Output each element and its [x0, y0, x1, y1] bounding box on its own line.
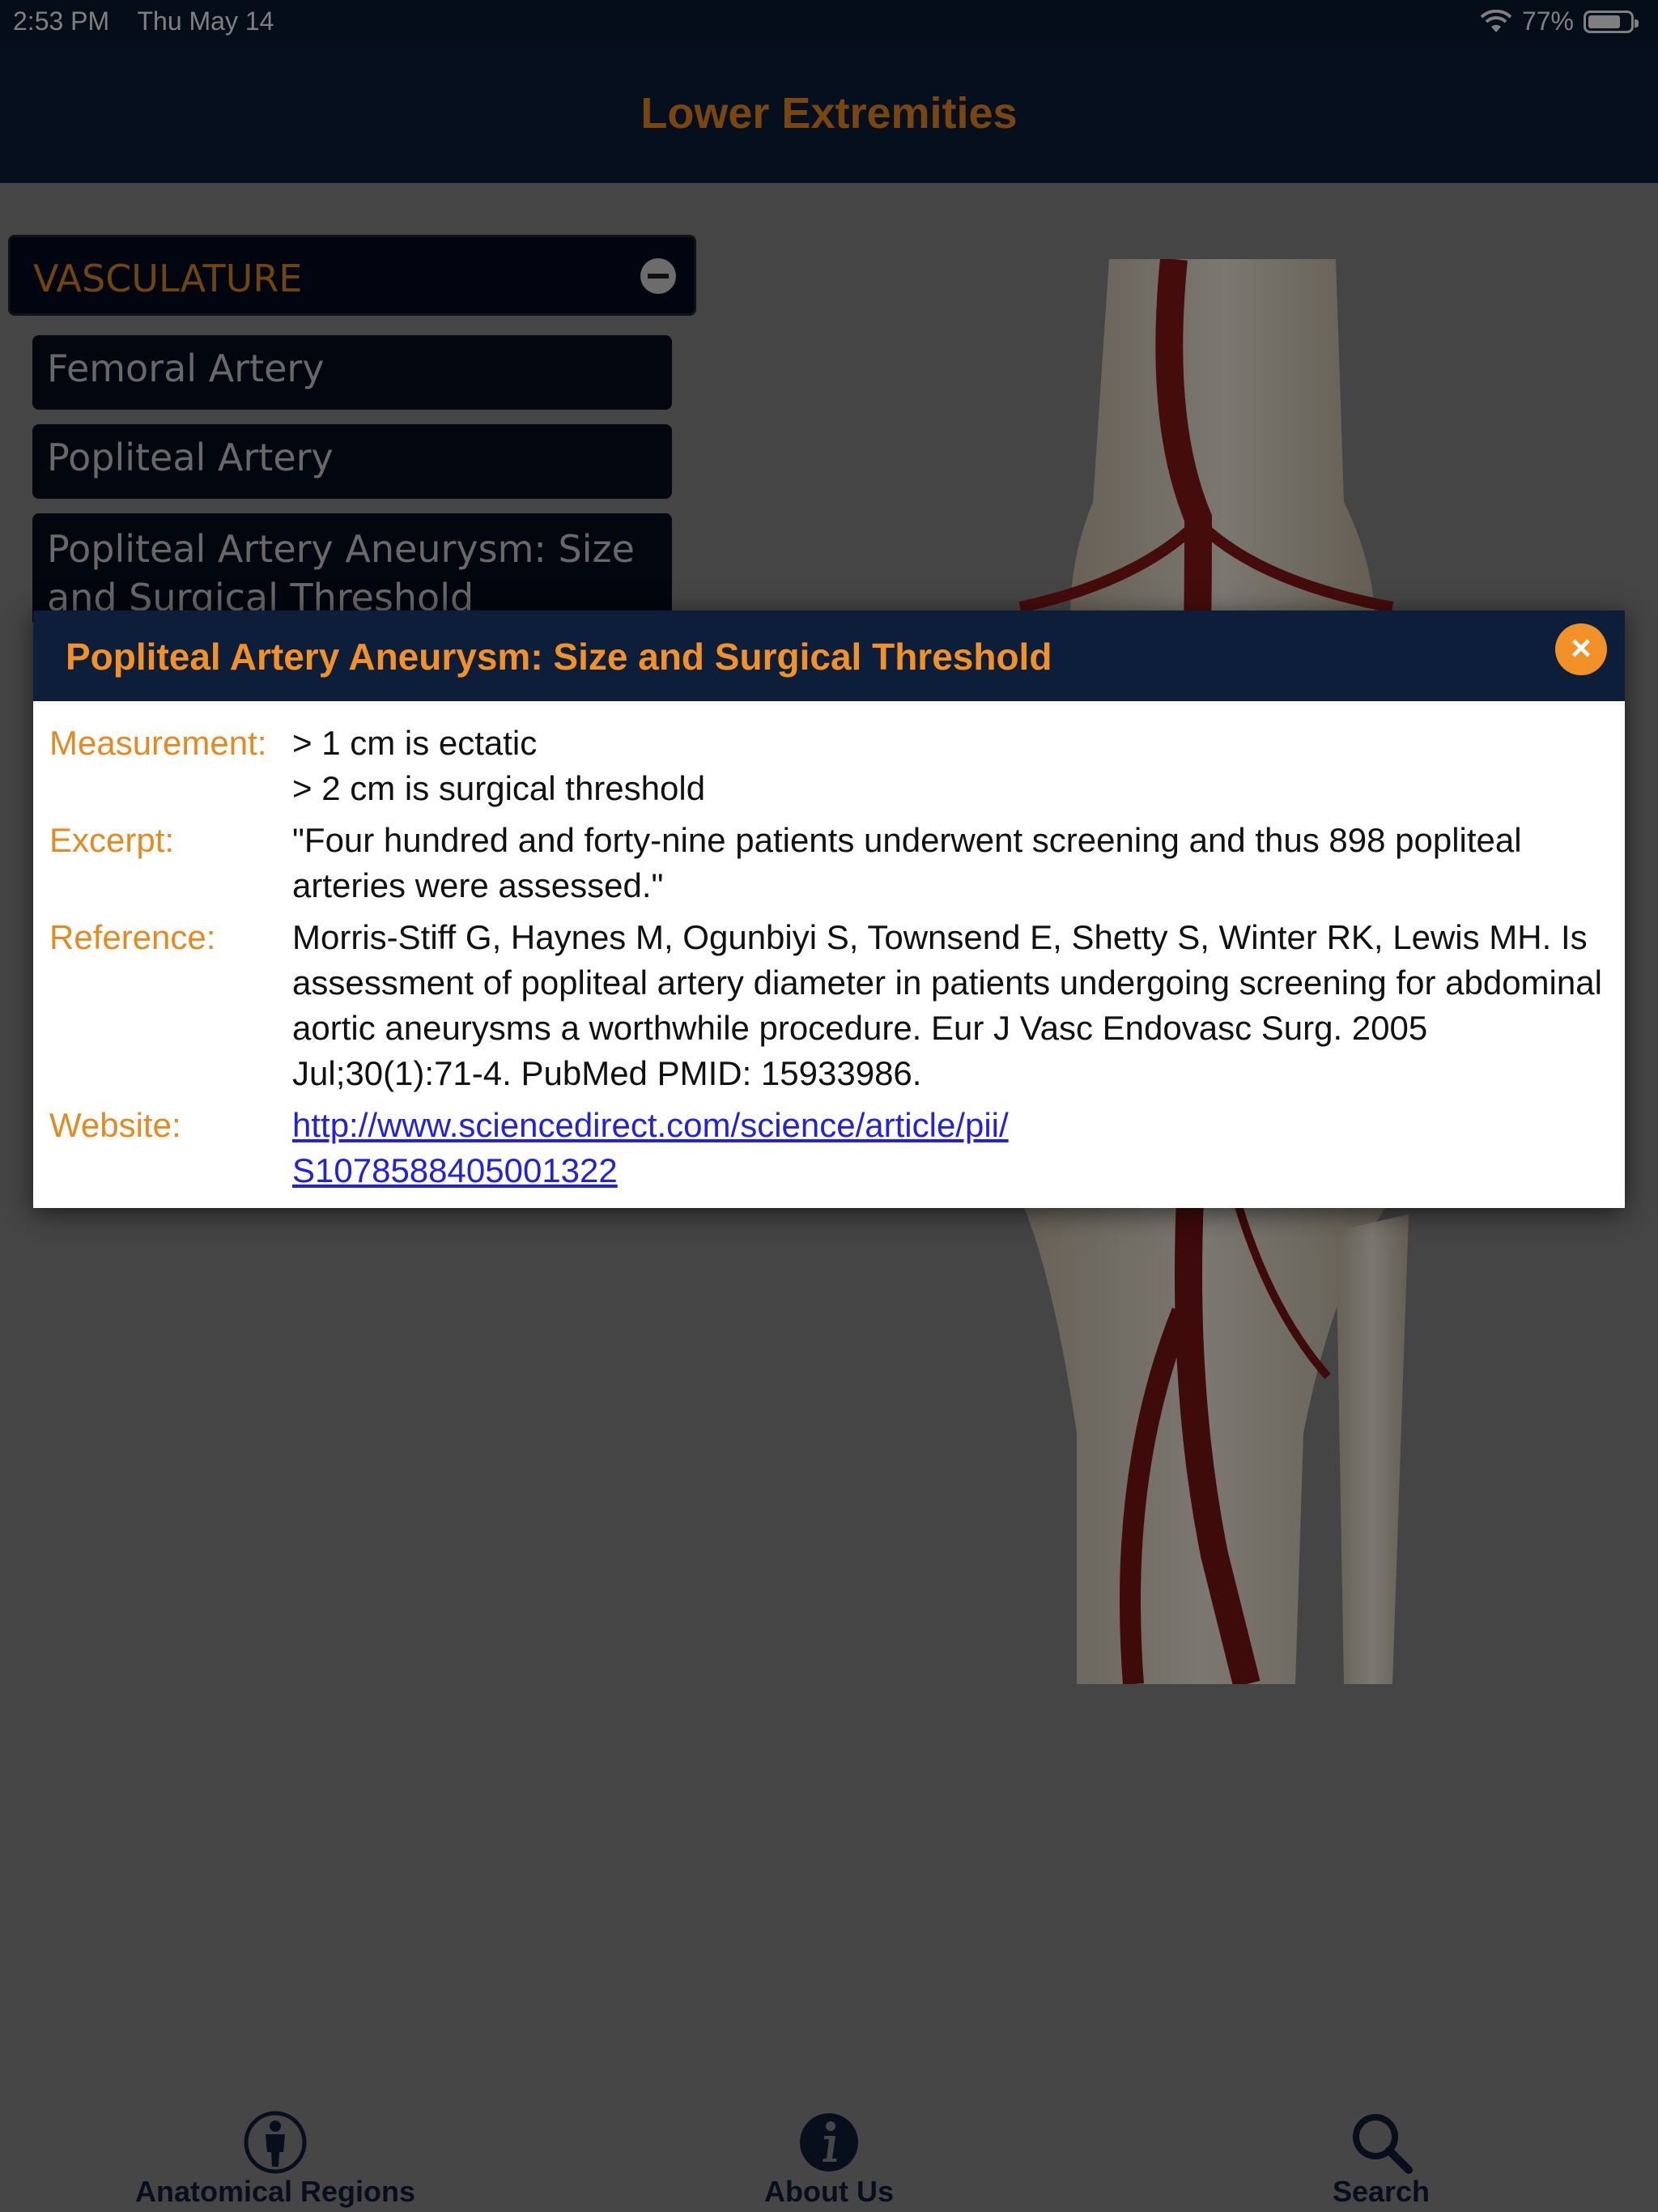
reference-value: Morris-Stiff G, Haynes M, Ogunbiyi S, Townsend E, Shetty S, Winter RK, Lewis MH. Is assessment of popliteal artery diameter in patients undergoing screening for abdominal aortic aneurysms a worthwhile procedure. Eur J Vasc Endovasc Surg. 2005 Jul;30(1):71-4. PubMed PMID: 15933986. [292, 918, 1602, 1092]
measurement-label: Measurement: [49, 724, 267, 762]
close-button[interactable]: × [1555, 623, 1607, 675]
website-value [292, 1103, 1609, 1193]
website-row [49, 1103, 1609, 1193]
excerpt-value: "Four hundred and forty-nine patients underwent screening and thus 898 popliteal arteries were assessed." [292, 821, 1522, 904]
website-link-line: http://www.sciencedirect.com/science/article/pii/ [292, 1106, 1009, 1144]
modal-body [49, 721, 1609, 1200]
reference-label: Reference: [49, 918, 216, 956]
info-modal [33, 610, 1625, 1208]
modal-title: Popliteal Artery Aneurysm: Size and Surgical Threshold [66, 636, 1052, 678]
measurement-value [292, 721, 1609, 811]
website-label: Website: [49, 1106, 181, 1144]
website-link[interactable] [292, 1103, 1609, 1193]
website-link-line: S1078588405001322 [292, 1151, 618, 1189]
measurement-line: > 1 cm is ectatic [292, 724, 538, 762]
reference-row [49, 915, 1609, 1096]
excerpt-row [49, 818, 1609, 908]
excerpt-label: Excerpt: [49, 821, 175, 859]
measurement-line: > 2 cm is surgical threshold [292, 769, 706, 807]
modal-header [33, 610, 1625, 701]
measurement-row [49, 721, 1609, 811]
